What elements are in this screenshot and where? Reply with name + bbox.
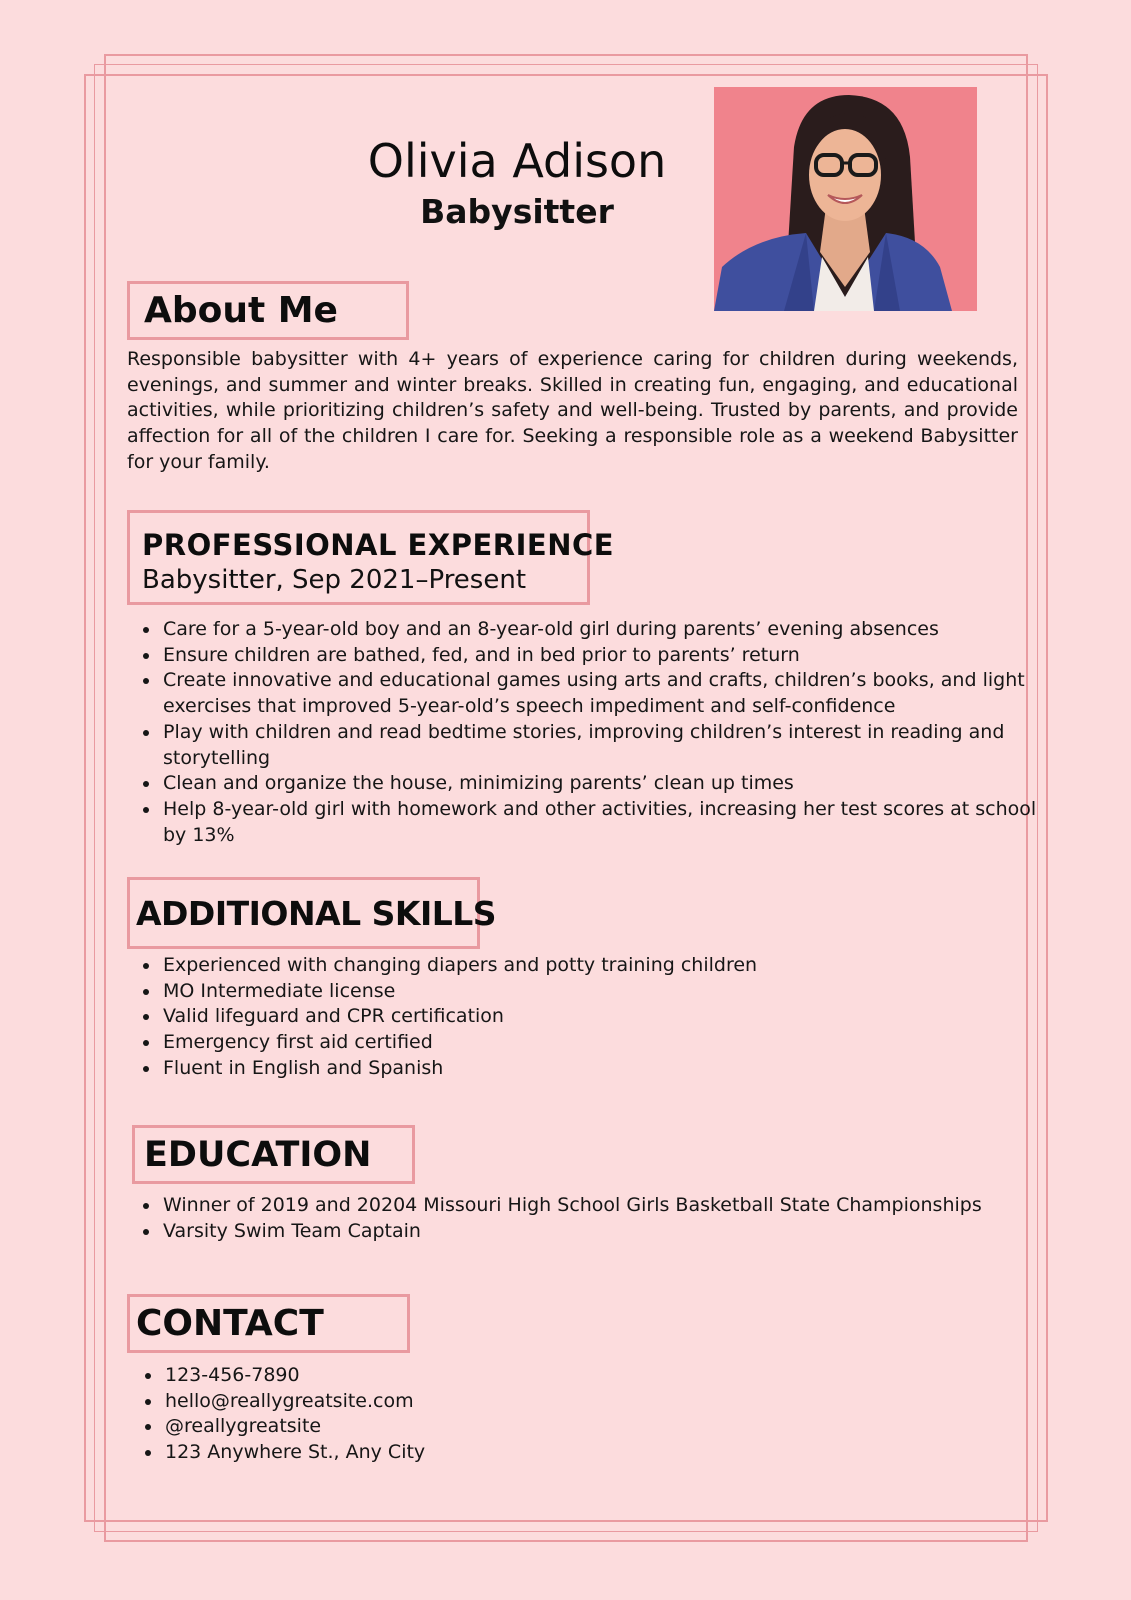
resume-name: Olivia Adison xyxy=(367,134,667,188)
contact-phone: • 123-456-7890 xyxy=(163,1363,863,1389)
education-heading-box xyxy=(132,1125,415,1184)
list-item: • Winner of 2019 and 20204 Missouri High School Girls Basketball State Championships xyxy=(161,1193,1041,1219)
experience-position: Babysitter, Sep 2021–Present xyxy=(142,565,527,595)
list-item: • Valid lifeguard and CPR certification xyxy=(161,1004,1041,1030)
contact-address: • 123 Anywhere St., Any City xyxy=(163,1440,863,1466)
list-item: • Fluent in English and Spanish xyxy=(161,1056,1041,1082)
resume-role: Babysitter xyxy=(420,192,614,231)
experience-list xyxy=(127,617,1041,848)
skills-list xyxy=(127,953,1041,1082)
list-item: • Help 8-year-old girl with homework and other activities, increasing her test scores at school by 13% xyxy=(161,797,1041,848)
profile-photo xyxy=(714,87,977,311)
about-heading: About Me xyxy=(144,290,338,331)
contact-heading-box xyxy=(127,1294,410,1353)
skills-heading-box xyxy=(127,877,497,949)
contact-heading: CONTACT xyxy=(136,1303,324,1344)
experience-heading: PROFESSIONAL EXPERIENCE xyxy=(142,528,615,562)
about-text: Responsible babysitter with 4+ years of experience caring for children during weekends, evenings, and summer and winter breaks. Skilled in creating fun, engaging, and educational activities, while prioritizing children’s safety and well-being. Trusted by parents, and provide affection for all of the children I care for. Seeking a responsible role as a weekend Babysitter for your family. xyxy=(127,348,1018,473)
list-item: • Experienced with changing diapers and potty training children xyxy=(161,953,1041,979)
education-heading: EDUCATION xyxy=(144,1135,372,1175)
list-item: • Varsity Swim Team Captain xyxy=(161,1219,1041,1245)
list-item: • Emergency first aid certified xyxy=(161,1030,1041,1056)
contact-email: • hello@reallygreatsite.com xyxy=(163,1389,863,1415)
experience-heading-box xyxy=(127,510,615,605)
list-item: • Care for a 5-year-old boy and an 8-year-old girl during parents’ evening absences xyxy=(161,617,1041,643)
about-heading-box xyxy=(127,281,409,340)
list-item: • Clean and organize the house, minimizing parents’ clean up times xyxy=(161,771,1041,797)
list-item: • Create innovative and educational games using arts and crafts, children’s books, and light exercises that improved 5-year-old’s speech impediment and self-confidence xyxy=(161,668,1041,719)
education-list xyxy=(127,1193,1041,1244)
list-item: • Ensure children are bathed, fed, and in bed prior to parents’ return xyxy=(161,643,1041,669)
contact-list xyxy=(129,1363,863,1466)
list-item: • MO Intermediate license xyxy=(161,979,1041,1005)
skills-heading: ADDITIONAL SKILLS xyxy=(136,894,497,933)
contact-social: • @reallygreatsite xyxy=(163,1414,863,1440)
list-item: • Play with children and read bedtime stories, improving children’s interest in reading and storytelling xyxy=(161,720,1041,771)
